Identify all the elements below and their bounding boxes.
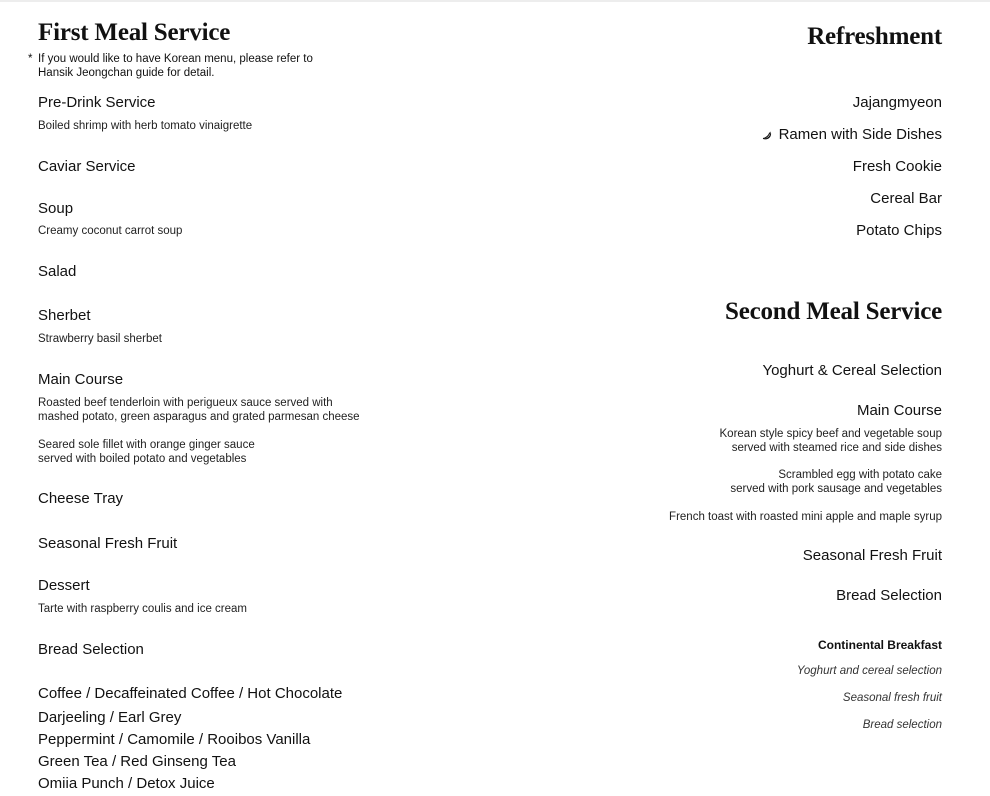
bread-selection-label: Bread Selection [38, 641, 144, 658]
refreshment-item-chips: Potato Chips [856, 222, 942, 239]
beverage-line-coffee: Coffee / Decaffeinated Coffee / Hot Chocolate [38, 685, 343, 702]
sherbet-label: Sherbet [38, 307, 91, 324]
dessert-desc: Tarte with raspberry coulis and ice cream [38, 603, 247, 615]
refreshment-item-ramen [761, 126, 942, 144]
beverage-line-herbal: Peppermint / Camomile / Rooibos Vanilla [38, 731, 311, 748]
soup-desc: Creamy coconut carrot soup [38, 225, 183, 237]
beverage-line-juice: Omiia Punch / Detox Juice [38, 775, 215, 792]
refreshment-title: Refreshment [807, 23, 942, 50]
beverage-line-green-tea: Green Tea / Red Ginseng Tea [38, 753, 236, 770]
second-main-option1-line2: served with steamed rice and side dishes [731, 442, 942, 454]
korean-menu-note-mark: * [28, 53, 33, 65]
beverage-line-tea: Darjeeling / Earl Grey [38, 709, 182, 726]
main-course-option2-line2: served with boiled potato and vegetables [38, 453, 247, 465]
pre-drink-service-desc: Boiled shrimp with herb tomato vinaigrette [38, 120, 253, 132]
korean-menu-note-line2: Hansik Jeongchan guide for detail. [38, 66, 215, 79]
continental-breakfast-title: Continental Breakfast [817, 638, 942, 652]
refreshment-item-cookie: Fresh Cookie [852, 158, 942, 175]
dessert-label: Dessert [38, 577, 90, 594]
second-main-option1-line1: Korean style spicy beef and vegetable soup [719, 428, 942, 440]
second-seasonal-fruit-label: Seasonal Fresh Fruit [802, 547, 942, 564]
refreshment-item-jajangmyeon: Jajangmyeon [852, 94, 942, 111]
second-bread-selection-label: Bread Selection [836, 587, 942, 604]
continental-item-bread: Bread selection [862, 719, 942, 731]
second-main-option3-line1: French toast with roasted mini apple and maple syrup [669, 511, 942, 523]
main-course-option1-line2: mashed potato, green asparagus and grated parmesan cheese [38, 411, 360, 423]
second-main-option2-line2: served with pork sausage and vegetables [730, 483, 942, 495]
korean-menu-note-line1: If you would like to have Korean menu, please refer to [38, 53, 313, 65]
yoghurt-cereal-label: Yoghurt & Cereal Selection [762, 362, 942, 379]
continental-item-yoghurt: Yoghurt and cereal selection [796, 665, 942, 677]
main-course-option1-line1: Roasted beef tenderloin with perigueux sauce served with [38, 397, 333, 409]
first-meal-title: First Meal Service [38, 19, 231, 46]
second-meal-title: Second Meal Service [725, 298, 942, 325]
second-main-course-label: Main Course [856, 402, 942, 419]
main-course-label: Main Course [38, 371, 124, 388]
top-border [0, 0, 990, 2]
cheese-tray-label: Cheese Tray [38, 490, 124, 507]
main-course-option2-line1: Seared sole fillet with orange ginger sauce [38, 439, 255, 451]
pre-drink-service-label: Pre-Drink Service [38, 94, 156, 111]
refreshment-item-ramen-label: Ramen with Side Dishes [778, 126, 942, 143]
crescent-icon [761, 127, 772, 138]
soup-label: Soup [38, 200, 74, 217]
refreshment-item-cereal-bar: Cereal Bar [870, 190, 942, 207]
caviar-service-label: Caviar Service [38, 158, 136, 175]
second-main-option2-line1: Scrambled egg with potato cake [778, 469, 942, 481]
salad-label: Salad [38, 263, 77, 280]
seasonal-fruit-label: Seasonal Fresh Fruit [38, 535, 178, 552]
sherbet-desc: Strawberry basil sherbet [38, 333, 162, 345]
continental-item-fruit: Seasonal fresh fruit [842, 692, 942, 704]
